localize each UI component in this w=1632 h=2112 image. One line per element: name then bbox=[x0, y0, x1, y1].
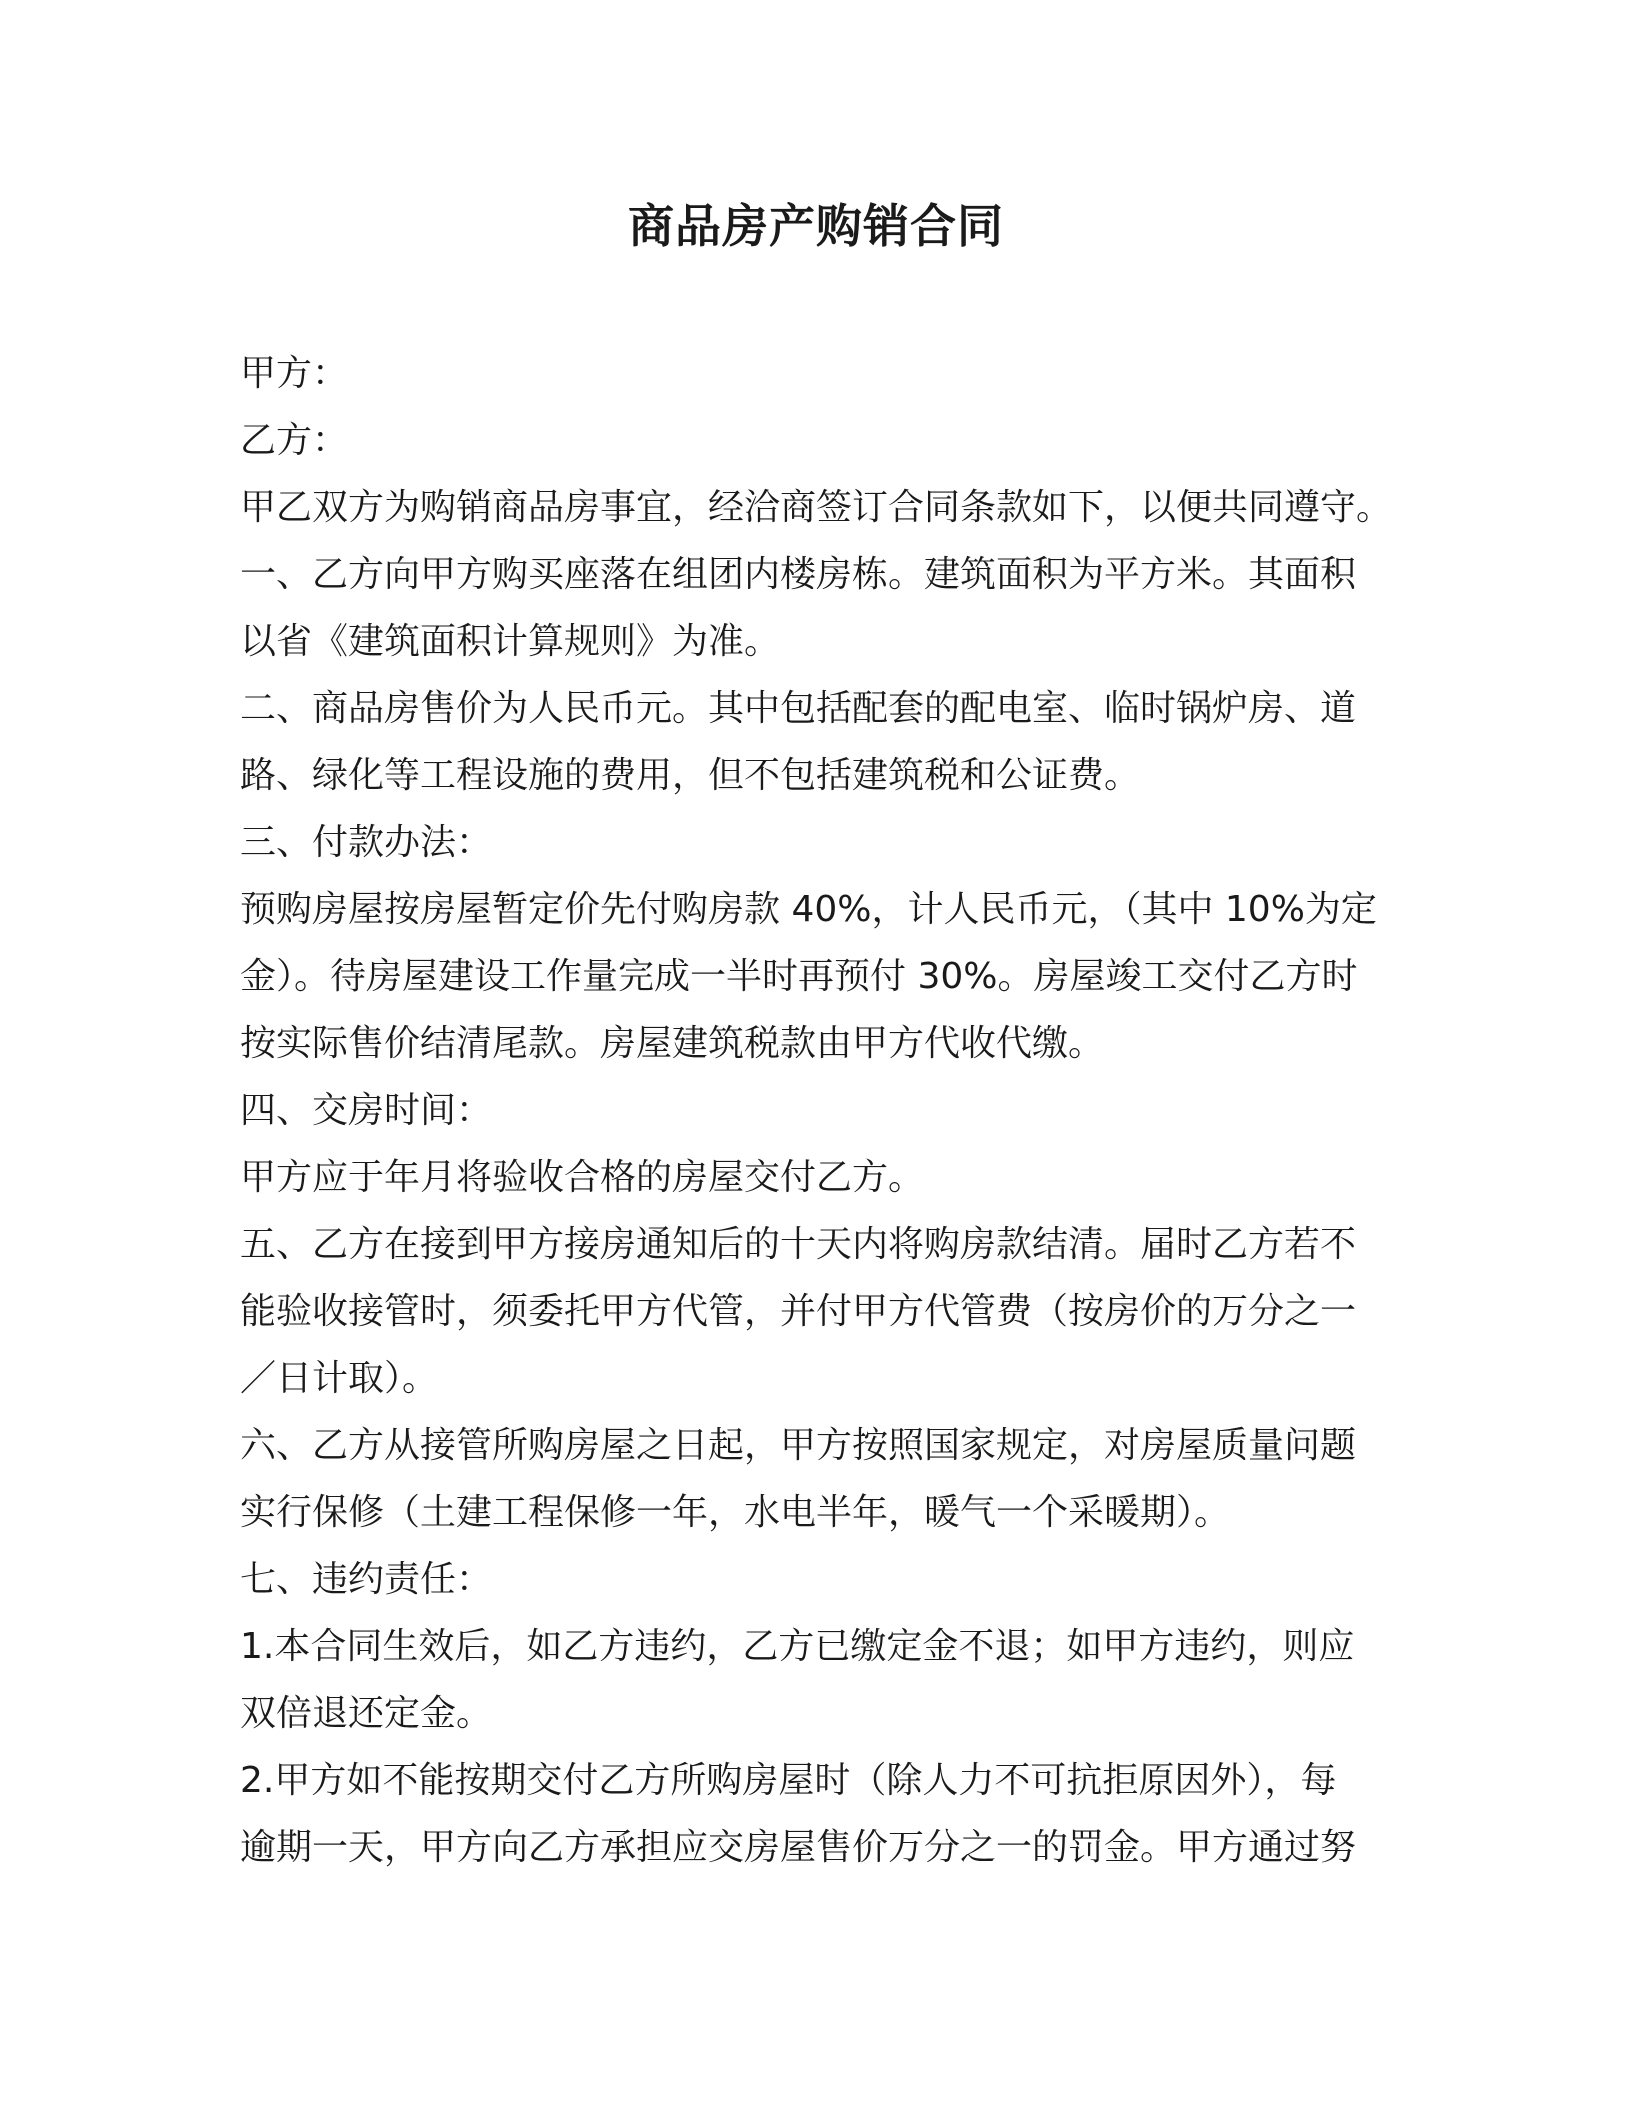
text-line: 逾期一天，甲方向乙方承担应交房屋售价万分之一的罚金。甲方通过努 bbox=[240, 1827, 1357, 1868]
text-line: 按实际售价结清尾款。房屋建筑税款由甲方代收代缴。 bbox=[240, 1023, 1105, 1064]
text-line: 甲乙双方为购销商品房事宜，经洽商签订合同条款如下，以便共同遵守。 bbox=[240, 487, 1393, 528]
text-line: 1.本合同生效后，如乙方违约，乙方已缴定金不退；如甲方违约，则应 bbox=[240, 1626, 1355, 1667]
text-line: 能验收接管时，须委托甲方代管，并付甲方代管费（按房价的万分之一 bbox=[240, 1291, 1357, 1332]
text-line: 双倍退还定金。 bbox=[240, 1693, 493, 1734]
text-line: 乙方： bbox=[240, 420, 349, 461]
text-line: 预购房屋按房屋暂定价先付购房款 40%，计人民币元，（其中 10%为定 bbox=[240, 889, 1377, 930]
text-line: 五、乙方在接到甲方接房通知后的十天内将购房款结清。届时乙方若不 bbox=[240, 1224, 1357, 1265]
text-line: 实行保修（土建工程保修一年，水电半年，暖气一个采暖期）。 bbox=[240, 1492, 1231, 1533]
text-line: 2.甲方如不能按期交付乙方所购房屋时（除人力不可抗拒原因外），每 bbox=[240, 1760, 1337, 1801]
text-line: 七、违约责任： bbox=[240, 1559, 493, 1600]
text-line: 二、商品房售价为人民币元。其中包括配套的配电室、临时锅炉房、道 bbox=[240, 688, 1357, 729]
text-line: 路、绿化等工程设施的费用，但不包括建筑税和公证费。 bbox=[240, 755, 1141, 796]
text-line: 甲方应于年月将验收合格的房屋交付乙方。 bbox=[240, 1157, 925, 1198]
text-line: 三、付款办法： bbox=[240, 822, 493, 863]
text-line: 甲方： bbox=[240, 353, 349, 394]
document-title: 商品房产购销合同 bbox=[628, 199, 1004, 253]
text-line: 一、乙方向甲方购买座落在组团内楼房栋。建筑面积为平方米。其面积 bbox=[240, 554, 1357, 595]
text-line: 以省《建筑面积计算规则》为准。 bbox=[240, 621, 781, 662]
text-line: 四、交房时间： bbox=[240, 1090, 493, 1131]
text-line: ／日计取）。 bbox=[240, 1358, 439, 1399]
text-line: 六、乙方从接管所购房屋之日起，甲方按照国家规定，对房屋质量问题 bbox=[240, 1425, 1357, 1466]
text-line: 金）。待房屋建设工作量完成一半时再预付 30%。房屋竣工交付乙方时 bbox=[240, 956, 1358, 997]
document-body bbox=[240, 340, 1393, 1881]
